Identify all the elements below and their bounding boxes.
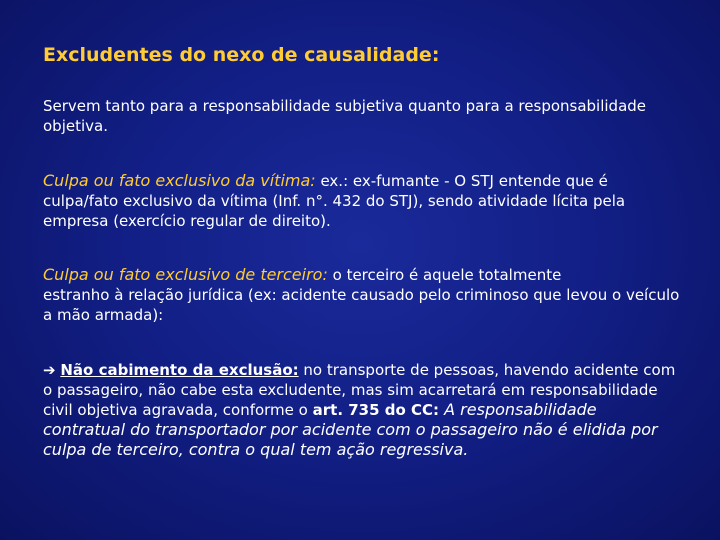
heading-culpa-terceiro: Culpa ou fato exclusivo de terceiro:: [43, 265, 328, 284]
paragraph-culpa-terceiro-first-text: o terceiro é aquele totalmente: [327, 266, 562, 284]
arrow-right-icon: ➔: [43, 361, 56, 379]
paragraph-culpa-vitima-first-text: ex.: ex-fumante - O STJ entende que é: [315, 172, 608, 190]
law-quote: A responsabilidade contratual do transportador por acidente com o passageiro não é elidida por culpa de terceiro, contra o qual tem ação regressiva.: [43, 400, 658, 459]
paragraph-culpa-vitima-first-line: [43, 171, 683, 191]
paragraph-culpa-terceiro-first-line: [43, 265, 683, 285]
heading-culpa-vitima: Culpa ou fato exclusivo da vítima: [43, 171, 311, 190]
heading-culpa-vitima-colon: :: [310, 171, 316, 190]
paragraph-intro: Servem tanto para a responsabilidade subjetiva quanto para a responsabilidade objetiva.: [43, 97, 647, 135]
paragraph-culpa-vitima-text: culpa/fato exclusivo da vítima (Inf. n°. 432 do STJ), sendo atividade lícita pela empresa (exercício regular de direito).: [43, 192, 626, 230]
paragraph-nao-cabimento: [43, 360, 683, 460]
heading-nao-cabimento: Não cabimento da exclusão:: [60, 361, 299, 379]
slide-title: Excludentes do nexo de causalidade:: [43, 44, 440, 66]
paragraph-culpa-vitima: [43, 171, 683, 231]
paragraph-nao-cabimento-text: no transporte de pessoas, havendo acidente com o passageiro, não cabe esta excludente, mas sim acarretará em responsabilidade civil objetiva agravada, conforme o: [43, 361, 676, 419]
law-reference: art. 735 do CC:: [312, 401, 440, 419]
paragraph-culpa-terceiro: [43, 265, 683, 325]
paragraph-culpa-terceiro-text: estranho à relação jurídica (ex: acidente causado pelo criminoso que levou o veículo a mão armada):: [43, 286, 680, 324]
